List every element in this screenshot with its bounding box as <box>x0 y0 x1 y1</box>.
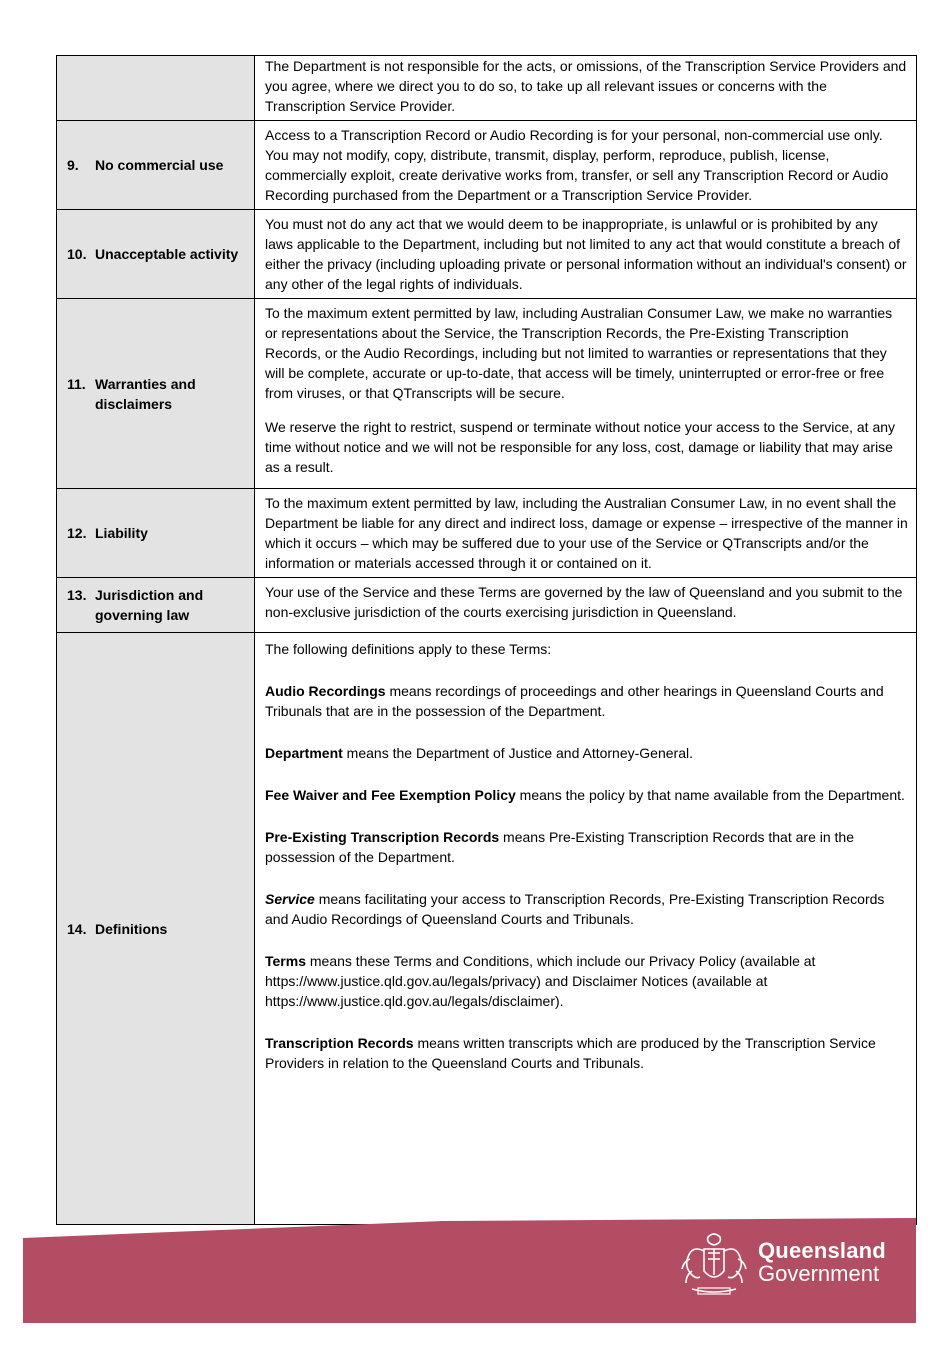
paragraph: Your use of the Service and these Terms are governed by the law of Queensland and you submit to the non-exclusive jurisdiction of the courts exercising jurisdiction in Queensland. <box>265 584 903 620</box>
row-heading-cell <box>57 489 255 578</box>
section-heading: Warranties and disclaimers <box>95 375 196 412</box>
terms-row <box>57 578 917 633</box>
section-heading: Unacceptable activity <box>95 246 239 262</box>
defined-term: Service <box>265 891 315 907</box>
section-number: 13. <box>67 587 87 603</box>
row-heading-cell <box>57 578 255 633</box>
definition-text: means written transcripts which are produced by the Transcription Service Providers in relation to the Queensland Courts and Tribunals. <box>265 1035 876 1071</box>
definition-service <box>265 889 908 929</box>
row-body-cell <box>255 210 917 299</box>
defined-term: Fee Waiver and Fee Exemption Policy <box>265 787 516 803</box>
section-heading: Liability <box>95 525 148 541</box>
section-number: 12. <box>67 525 87 541</box>
terms-row <box>57 633 917 1225</box>
paragraph: To the maximum extent permitted by law, including Australian Consumer Law, we make no warranties or representations about the Service, the Transcription Records, the Pre-Existing Transcription Records, or the Audio Recordings, including but not limited to warranties or representations that they will be complete, accurate or up-to-date, that access will be timely, uninterrupted or error-free or free from viruses, or that QTranscripts will be secure. <box>265 305 893 401</box>
defined-term: Department <box>265 745 343 761</box>
terms-row <box>57 299 917 489</box>
row-body-cell <box>255 56 917 121</box>
definition-fee-waiver <box>265 785 908 805</box>
paragraph: To the maximum extent permitted by law, including the Australian Consumer Law, in no event shall the Department be liable for any direct and indirect loss, damage or expense – irrespective of the manner in which it occurs – which may be suffered due to your use of the Service or QTranscripts and/or the information or materials accessed through it or contained on it. <box>265 495 908 571</box>
definition-pre-existing <box>265 827 908 867</box>
section-number: 9. <box>67 157 79 173</box>
row-heading-cell <box>57 56 255 121</box>
definition-text: means the Department of Justice and Attorney-General. <box>342 745 693 761</box>
definition-audio-recordings <box>265 681 908 721</box>
defined-term: Terms <box>265 953 306 969</box>
definition-terms <box>265 951 908 1011</box>
row-body-cell <box>255 299 917 489</box>
definition-transcription-records <box>265 1033 908 1073</box>
definition-text: means recordings of proceedings and other hearings in Queensland Courts and Tribunals that are in the possession of the Department. <box>265 683 884 719</box>
definition-text: means the policy by that name available from the Department. <box>515 787 905 803</box>
logo-line-1: Queensland <box>758 1238 886 1263</box>
row-body-cell <box>255 489 917 578</box>
terms-row <box>57 210 917 299</box>
row-body-cell <box>255 633 917 1225</box>
section-number: 10. <box>67 246 87 262</box>
paragraph: Access to a Transcription Record or Audio Recording is for your personal, non-commercial use only. You may not modify, copy, distribute, transmit, display, perform, reproduce, publish, license, commercially exploit, create derivative works from, transfer, or sell any Transcription Record or Audio Recording purchased from the Department or a Transcription Service Provider. <box>265 127 889 203</box>
terms-table <box>56 55 917 1225</box>
section-heading: No commercial use <box>95 157 224 173</box>
paragraph: You must not do any act that we would deem to be inappropriate, is unlawful or is prohibited by any laws applicable to the Department, including but not limited to any act that would constitute a breach of either the privacy (including uploading private or personal information without an individual's consent) or any other of the legal rights of individuals. <box>265 216 907 292</box>
terms-row <box>57 489 917 578</box>
paragraph: The following definitions apply to these Terms: <box>265 641 552 657</box>
section-number: 14. <box>67 920 87 937</box>
section-heading: Jurisdiction and governing law <box>95 587 204 623</box>
terms-row <box>57 56 917 121</box>
definition-text: means facilitating your access to Transcription Records, Pre-Existing Transcription Records and Audio Recordings of Queensland Courts and Tribunals. <box>265 891 885 927</box>
definition-text: means these Terms and Conditions, which include our Privacy Policy (available at https://www.justice.qld.gov.au/legals/privacy) and Disclaimer Notices (available at https://www.justice.qld.gov.au/legals/disclaimer). <box>265 953 816 1009</box>
queensland-government-logo <box>678 1231 888 1301</box>
paragraph: We reserve the right to restrict, suspend or terminate without notice your access to the Service, at any time without notice and we will not be responsible for any loss, cost, damage or liability that may arise as a result. <box>265 419 896 475</box>
row-heading-cell <box>57 299 255 489</box>
row-body-cell <box>255 578 917 633</box>
defined-term: Audio Recordings <box>265 683 386 699</box>
defined-term: Pre-Existing Transcription Records <box>265 829 500 845</box>
coat-of-arms-icon <box>678 1231 750 1301</box>
paragraph: The Department is not responsible for the acts, or omissions, of the Transcription Service Providers and you agree, where we direct you to do so, to take up all relevant issues or concerns with the Transcription Service Provider. <box>265 58 907 114</box>
row-heading-cell <box>57 210 255 299</box>
definition-text: means Pre-Existing Transcription Records that are in the possession of the Department. <box>265 829 854 865</box>
logo-line-2: Government <box>758 1261 880 1286</box>
section-number: 11. <box>67 375 86 392</box>
definition-department <box>265 743 908 763</box>
terms-row <box>57 121 917 210</box>
row-heading-cell <box>57 121 255 210</box>
defined-term: Transcription Records <box>265 1035 414 1051</box>
section-heading: Definitions <box>95 920 168 937</box>
row-body-cell <box>255 121 917 210</box>
row-heading-cell <box>57 633 255 1225</box>
